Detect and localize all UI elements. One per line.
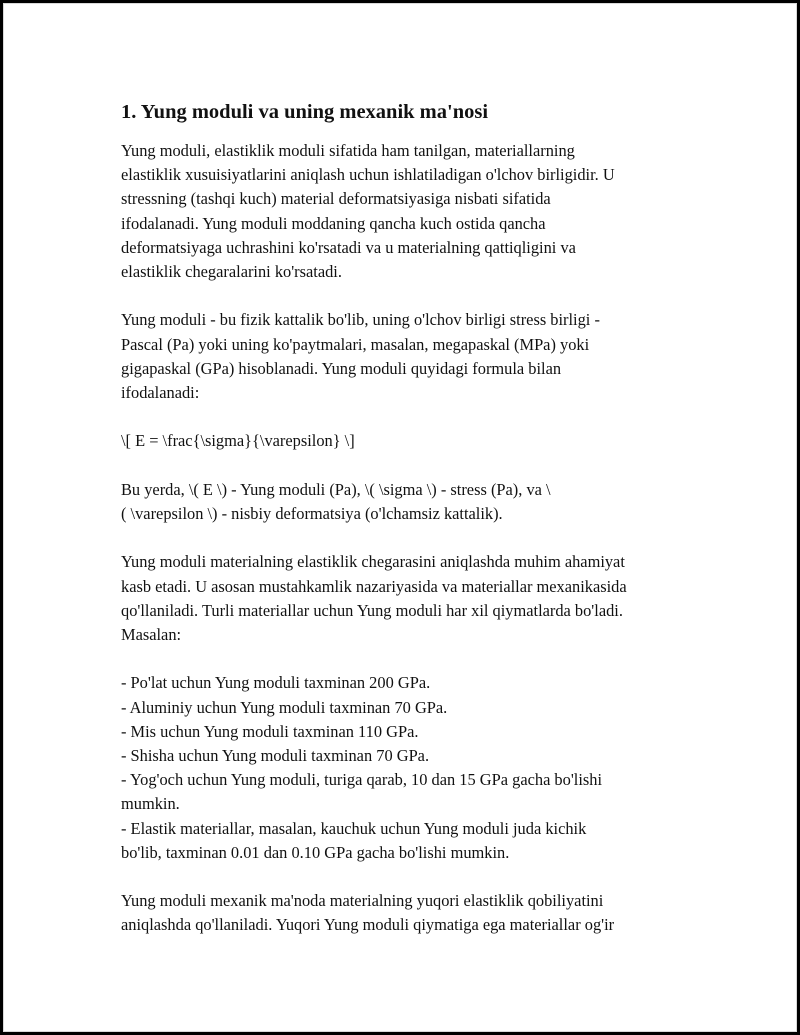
list-item: - Shisha uchun Yung moduli taxminan 70 GPa. — [121, 746, 430, 765]
list-item: - Aluminiy uchun Yung moduli taxminan 70 GPa. — [121, 697, 448, 717]
variables-paragraph: Bu yerda, \( E \) - Yung moduli (Pa), \( \sigma \) - stress (Pa), va \ ( \varepsilon \) - nisbiy deformatsiya (o'lchamsiz kattalik). — [121, 479, 551, 523]
units-paragraph: Yung moduli - bu fizik kattalik bo'lib, uning o'lchov birligi stress birligi - Pascal (Pa) yoki uning ko'paytmalari, masalan, megapaskal (MPa) yoki gigapaskal (GPa) hisoblanadi. Yung moduli quyidagi formula bilan ifodalanadi: — [121, 310, 600, 403]
intro-paragraph: Yung moduli, elastiklik moduli sifatida ham tanilgan, materiallarning elastiklik xusuisiyatlarini aniqlash uchun ishlatiladigan o'lchov birligidir. U stressning (tashqi kuch) material deformatsiyasiga nisbati sifatida ifodalanadi. Yung moduli moddaning qancha kuch ostida qancha deformatsiyaga uchrashini ko'rsatadi va u materialning qattiqligini va elastiklik chegaralarini ko'rsatadi. — [121, 141, 615, 282]
materials-paragraph: Yung moduli materialning elastiklik chegarasini aniqlashda muhim ahamiyat kasb etadi. U asosan mustahkamlik nazariyasida va materiallar mexanikasida qo'llaniladi. Turli materiallar uchun Yung moduli har xil qiymatlarda bo'ladi. Masalan: — [121, 552, 627, 644]
formula-line: \[ E = \frac{\sigma}{\varepsilon} \] — [121, 431, 355, 451]
section-heading: 1. Yung moduli va uning mexanik ma'nosi — [121, 101, 489, 123]
document-content — [121, 99, 686, 962]
closing-paragraph: Yung moduli mexanik ma'noda materialning yuqori elastiklik qobiliyatini aniqlashda qo'llaniladi. Yuqori Yung moduli qiymatiga ega materiallar og'ir — [121, 891, 615, 935]
list-item: - Mis uchun Yung moduli taxminan 110 GPa. — [121, 721, 419, 741]
list-item: - Yog'och uchun Yung moduli, turiga qarab, 10 dan 15 GPa gacha bo'lishi mumkin. — [121, 770, 603, 814]
list-item: - Po'lat uchun Yung moduli taxminan 200 GPa. — [121, 673, 431, 693]
materials-list — [121, 671, 686, 865]
list-item: - Elastik materiallar, masalan, kauchuk uchun Yung moduli juda kichik bo'lib, taxminan 0.01 dan 0.10 GPa gacha bo'lishi mumkin. — [121, 818, 587, 862]
